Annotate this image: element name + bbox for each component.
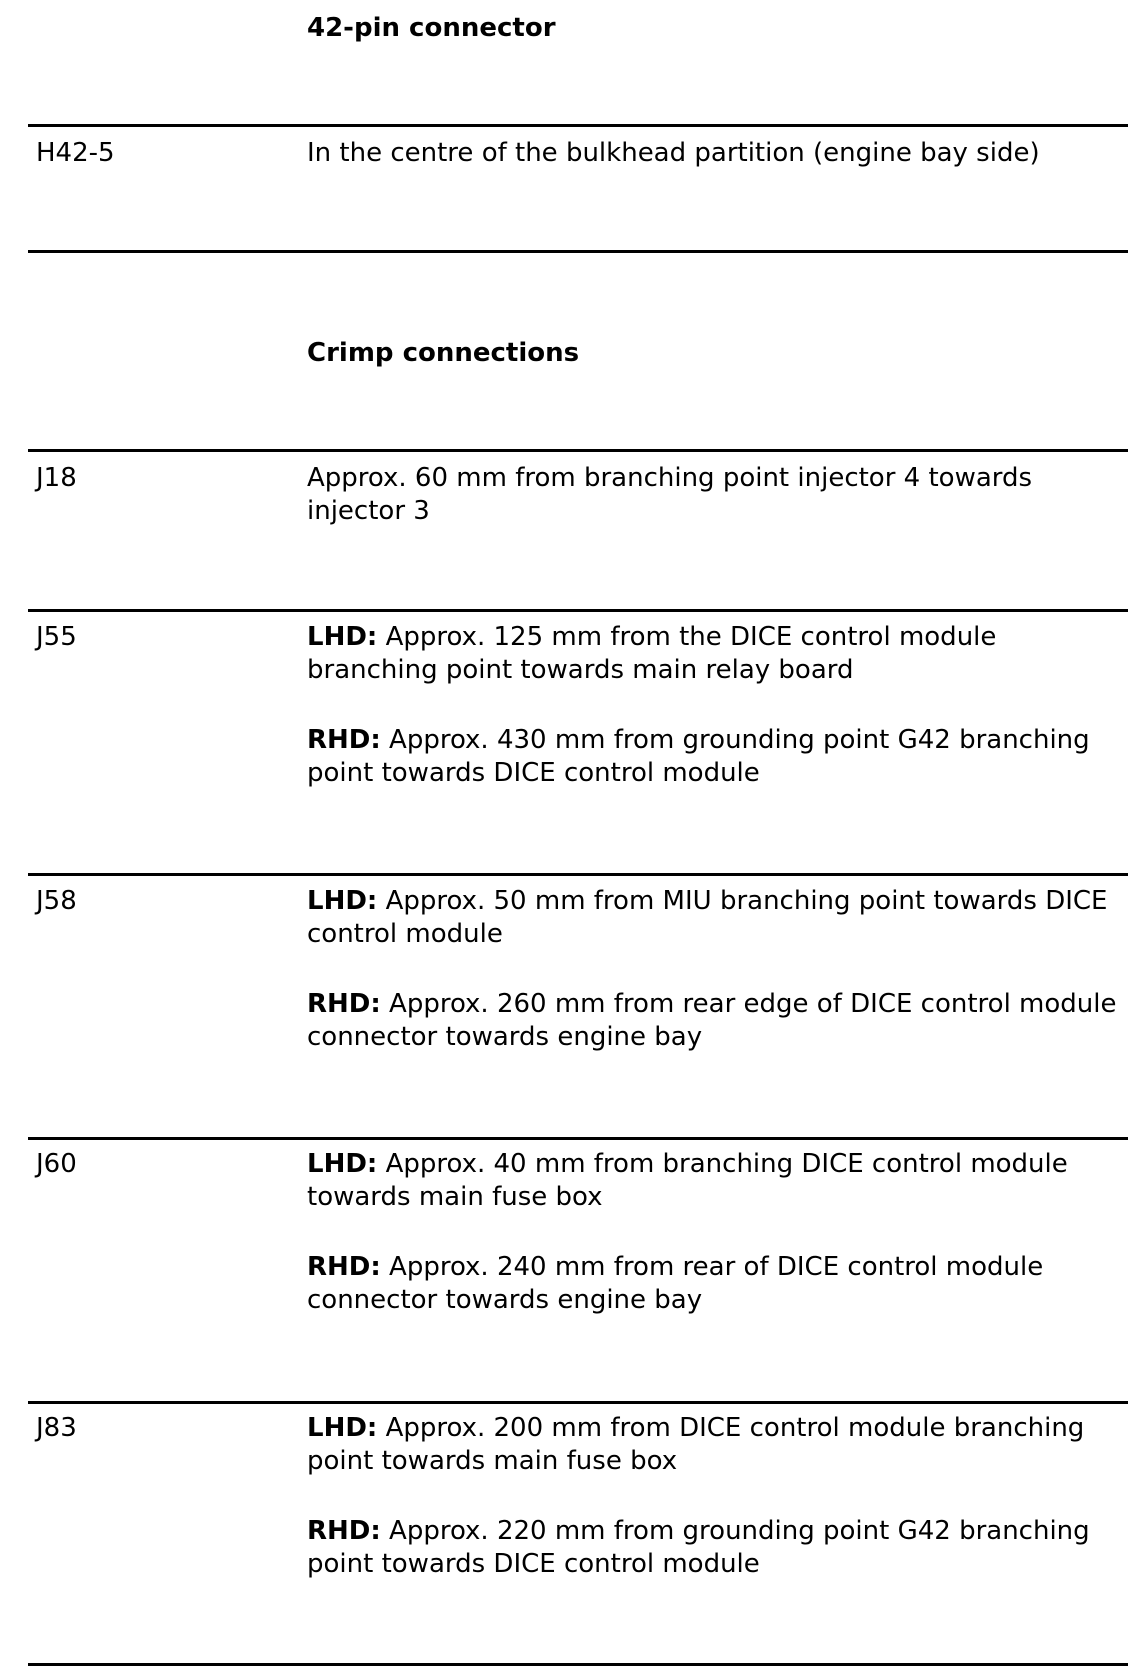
lhd-label: LHD: [307,1413,378,1443]
crimp-code-j55: J55 [36,622,77,652]
table-divider [28,873,1128,876]
rhd-text: Approx. 260 mm from rear edge of DICE control module connector towards engine bay [307,989,1117,1052]
crimp-location-j55 [307,621,1125,790]
rhd-label: RHD: [307,725,381,755]
crimp-location-j83 [307,1412,1125,1581]
rhd-text: Approx. 220 mm from grounding point G42 branching point towards DICE control module [307,1516,1090,1579]
lhd-label: LHD: [307,886,378,916]
lhd-text: Approx. 125 mm from the DICE control module branching point towards main relay board [307,622,997,685]
rhd-text: Approx. 430 mm from grounding point G42 branching point towards DICE control module [307,725,1090,788]
table-divider [28,1663,1128,1666]
rhd-note [307,1251,1125,1317]
lhd-label: LHD: [307,622,378,652]
section-heading-42-pin-connector: 42-pin connector [307,13,556,43]
rhd-label: RHD: [307,989,381,1019]
crimp-location-j18: Approx. 60 mm from branching point injector 4 towards injector 3 [307,463,1033,526]
crimp-location-j60 [307,1148,1125,1317]
crimp-code-j58: J58 [36,886,77,916]
lhd-note [307,1148,1125,1214]
rhd-note [307,724,1125,790]
table-divider [28,609,1128,612]
section-heading-crimp-connections: Crimp connections [307,338,580,368]
lhd-label: LHD: [307,1149,378,1179]
rhd-label: RHD: [307,1252,381,1282]
crimp-code-j83: J83 [36,1413,77,1443]
table-divider [28,1137,1128,1140]
lhd-text: Approx. 50 mm from MIU branching point towards DICE control module [307,886,1108,949]
rhd-text: Approx. 240 mm from rear of DICE control module connector towards engine bay [307,1252,1044,1315]
lhd-note [307,885,1125,951]
lhd-text: Approx. 200 mm from DICE control module branching point towards main fuse box [307,1413,1085,1476]
crimp-location-j58 [307,885,1125,1054]
connector-code: H42-5 [36,138,115,168]
table-divider [28,1401,1128,1404]
lhd-note [307,1412,1125,1478]
rhd-note [307,988,1125,1054]
crimp-code-j18: J18 [36,463,77,493]
rhd-note [307,1515,1125,1581]
table-divider [28,124,1128,127]
table-divider [28,250,1128,253]
table-divider [28,449,1128,452]
lhd-note [307,621,1125,687]
crimp-code-j60: J60 [36,1149,77,1179]
lhd-text: Approx. 40 mm from branching DICE control module towards main fuse box [307,1149,1068,1212]
connector-location: In the centre of the bulkhead partition (engine bay side) [307,138,1040,168]
rhd-label: RHD: [307,1516,381,1546]
